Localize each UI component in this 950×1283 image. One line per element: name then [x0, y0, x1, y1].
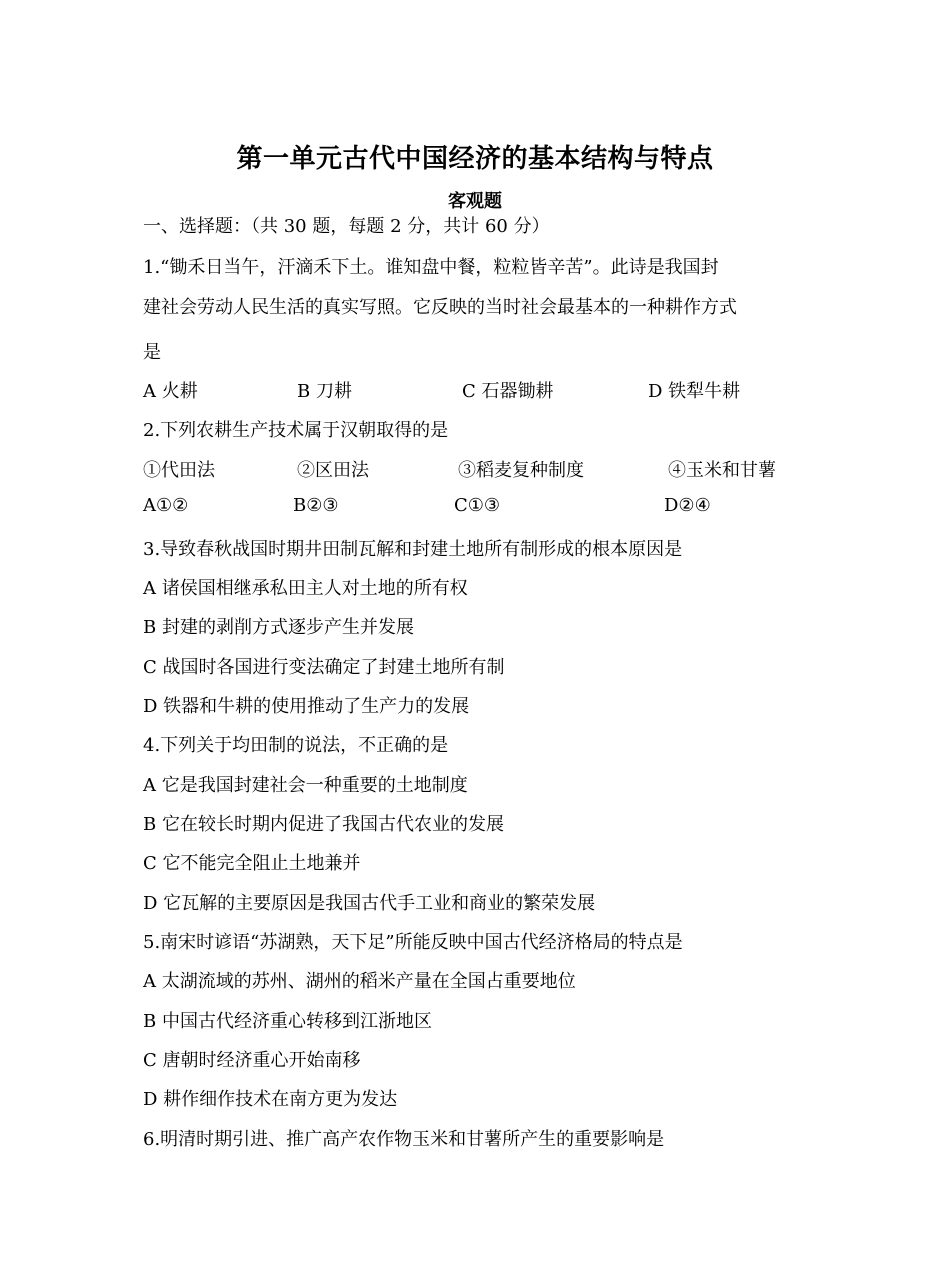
question-2-stem: 2.下列农耕生产技术属于汉朝取得的是	[143, 420, 449, 441]
question-5-option-c: C 唐朝时经济重心开始南移	[143, 1050, 361, 1071]
question-3-option-c: C 战国时各国进行变法确定了封建土地所有制	[143, 657, 505, 678]
question-1-option-b: B 刀耕	[297, 381, 352, 402]
question-5-option-a: A 太湖流域的苏州、湖州的稻米产量在全国占重要地位	[143, 971, 576, 992]
question-1-option-c: C 石器锄耕	[462, 381, 554, 402]
question-2-option-a: A①②	[143, 495, 189, 516]
question-2-item-3: ③稻麦复种制度	[458, 460, 584, 481]
document-subtitle: 客观题	[448, 191, 502, 212]
question-4-option-a: A 它是我国封建社会一种重要的土地制度	[143, 775, 468, 796]
question-2-option-d: D②④	[664, 495, 711, 516]
question-4-option-c: C 它不能完全阻止土地兼并	[143, 853, 361, 874]
question-4-stem: 4.下列关于均田制的说法，不正确的是	[143, 735, 449, 756]
question-4-option-b: B 它在较长时期内促进了我国古代农业的发展	[143, 814, 504, 835]
question-2-item-2: ②区田法	[297, 460, 369, 481]
question-5-stem: 5.南宋时谚语“苏湖熟，天下足”所能反映中国古代经济格局的特点是	[143, 932, 683, 953]
question-6-stem: 6.明清时期引进、推广高产农作物玉米和甘薯所产生的重要影响是	[143, 1129, 665, 1150]
question-1-option-a: A 火耕	[143, 381, 198, 402]
question-2-option-c: C①③	[454, 495, 501, 516]
question-1-stem-line-1: 1.“锄禾日当午，汗滴禾下土。谁知盘中餐，粒粒皆辛苦”。此诗是我国封	[143, 257, 719, 278]
question-3-stem: 3.导致春秋战国时期井田制瓦解和封建土地所有制形成的根本原因是	[143, 539, 683, 560]
question-1-option-d: D 铁犁牛耕	[648, 381, 741, 402]
question-2-option-b: B②③	[293, 495, 339, 516]
question-3-option-b: B 封建的剥削方式逐步产生并发展	[143, 617, 414, 638]
question-3-option-a: A 诸侯国相继承私田主人对土地的所有权	[143, 578, 468, 599]
section-header: 一、选择题：（共 30 题，每题 2 分，共计 60 分）	[143, 216, 550, 237]
question-5-option-b: B 中国古代经济重心转移到江浙地区	[143, 1011, 432, 1032]
question-2-item-1: ①代田法	[143, 460, 215, 481]
question-2-item-4: ④玉米和甘薯	[668, 460, 776, 481]
question-5-option-d: D 耕作细作技术在南方更为发达	[143, 1089, 398, 1110]
document-title: 第一单元古代中国经济的基本结构与特点	[236, 144, 714, 174]
question-4-option-d: D 它瓦解的主要原因是我国古代手工业和商业的繁荣发展	[143, 893, 596, 914]
question-1-stem-line-2: 建社会劳动人民生活的真实写照。它反映的当时社会最基本的一种耕作方式	[143, 297, 737, 318]
question-1-stem-line-3: 是	[143, 342, 161, 363]
question-3-option-d: D 铁器和牛耕的使用推动了生产力的发展	[143, 696, 470, 717]
